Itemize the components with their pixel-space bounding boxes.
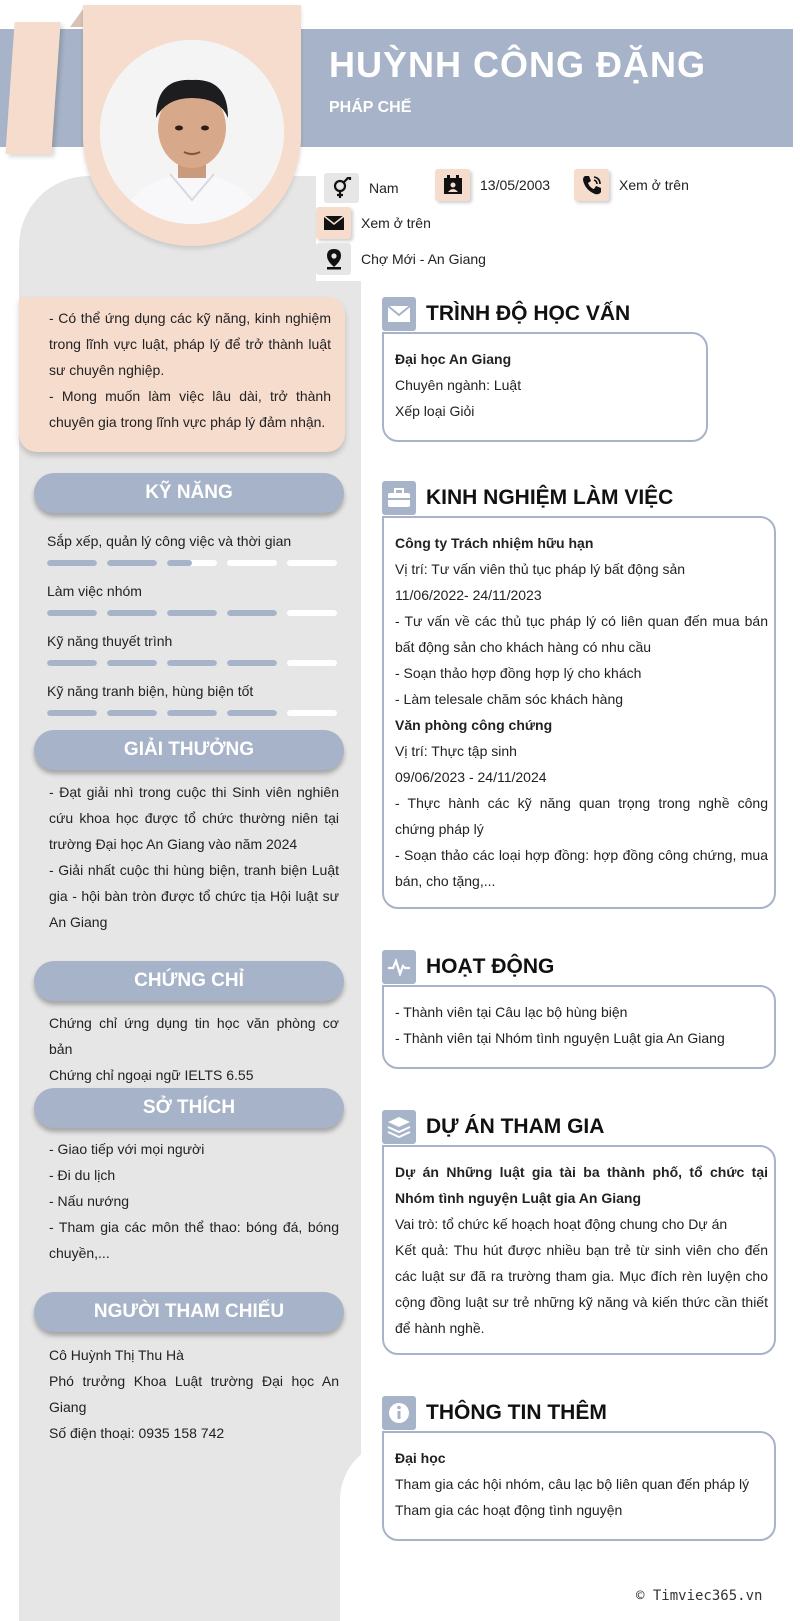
contact-section xyxy=(316,167,793,281)
skill-level-segment xyxy=(47,660,97,666)
job-company: Văn phòng công chứng xyxy=(395,717,553,733)
avatar xyxy=(97,37,287,227)
additional-heading: Đại học xyxy=(395,1450,446,1466)
hobby-line: - Nấu nướng xyxy=(49,1193,130,1209)
calendar-icon xyxy=(435,169,470,201)
skill-level-bar xyxy=(47,610,339,616)
education-grade: Xếp loại Giỏi xyxy=(395,403,475,419)
objective-line: - Mong muốn làm việc lâu dài, trở thành chuyên gia trong lĩnh vực pháp lý đảm nhận. xyxy=(49,388,331,430)
hobbies-text xyxy=(49,1136,339,1266)
skill-name: Sắp xếp, quản lý công việc và thời gian xyxy=(47,533,292,549)
info-icon xyxy=(382,1396,416,1430)
skill-item xyxy=(47,632,339,666)
hobby-line: - Tham gia các môn thể thao: bóng đá, bóng chuyền,... xyxy=(49,1219,339,1261)
activities-title: HOẠT ĐỘNG xyxy=(426,955,555,978)
skill-level-segment xyxy=(227,560,277,566)
pulse-icon xyxy=(382,950,416,984)
reference-position: Phó trưởng Khoa Luật trường Đại học An Giang xyxy=(49,1373,339,1415)
skill-level-segment xyxy=(287,660,337,666)
location-pin-icon xyxy=(316,243,351,275)
projects-title: DỰ ÁN THAM GIA xyxy=(426,1115,605,1138)
skill-level-segment xyxy=(47,610,97,616)
job-position: Vị trí: Thực tập sinh xyxy=(395,743,517,759)
skill-name: Kỹ năng tranh biện, hùng biện tốt xyxy=(47,683,254,699)
skill-level-segment xyxy=(107,710,157,716)
additional-line: Tham gia các hội nhóm, câu lạc bộ liên quan đến pháp lý xyxy=(395,1476,750,1492)
activities-header xyxy=(382,950,554,984)
job-company: Công ty Trách nhiệm hữu hạn xyxy=(395,535,594,551)
experience-header xyxy=(382,481,673,515)
education-school: Đại học An Giang xyxy=(395,351,512,367)
skills-heading: KỸ NĂNG xyxy=(34,473,344,513)
skill-level-segment xyxy=(227,610,277,616)
education-major: Chuyên ngành: Luật xyxy=(395,377,522,393)
skill-level-bar xyxy=(47,560,339,566)
references-text xyxy=(49,1342,339,1446)
skill-level-segment xyxy=(167,710,217,716)
projects-header xyxy=(382,1110,604,1144)
skill-item xyxy=(47,582,339,616)
skill-level-segment xyxy=(47,710,97,716)
job-detail: - Tư vấn về các thủ tục pháp lý có liên quan đến mua bán bất động sản cho khách hàng có nhu cầu xyxy=(395,613,768,655)
certificates-text xyxy=(49,1010,339,1088)
hobby-line: - Đi du lịch xyxy=(49,1167,116,1183)
skill-level-segment xyxy=(287,610,337,616)
skill-level-segment xyxy=(47,560,97,566)
awards-heading: GIẢI THƯỞNG xyxy=(34,730,344,770)
additional-box xyxy=(382,1431,776,1541)
email-value: Xem ở trên xyxy=(361,215,431,231)
mail-icon xyxy=(316,207,351,239)
education-title: TRÌNH ĐỘ HỌC VẤN xyxy=(426,302,631,325)
activity-line: - Thành viên tại Nhóm tình nguyện Luật gia An Giang xyxy=(395,1030,725,1046)
skill-level-segment xyxy=(167,560,217,566)
avatar-illustration xyxy=(100,40,284,224)
footer-watermark: © Timviec365.vn xyxy=(636,1588,763,1604)
reference-name: Cô Huỳnh Thị Thu Hà xyxy=(49,1347,184,1363)
job-detail: - Thực hành các kỹ năng quan trọng trong nghề công chứng pháp lý xyxy=(395,795,768,837)
hobby-line: - Giao tiếp với mọi người xyxy=(49,1141,205,1157)
skill-level-segment xyxy=(227,660,277,666)
contact-dob xyxy=(435,169,550,201)
skill-item xyxy=(47,532,339,566)
gender-icon xyxy=(324,173,359,203)
hobbies-heading: SỞ THÍCH xyxy=(34,1088,344,1128)
contact-address xyxy=(316,243,486,275)
experience-box xyxy=(382,516,776,909)
skill-level-segment xyxy=(287,560,337,566)
candidate-name: HUỲNH CÔNG ĐẶNG xyxy=(329,44,707,85)
job-detail: - Soạn thảo hợp đồng hợp lý cho khách xyxy=(395,665,642,681)
project-role: Vai trò: tổ chức kế hoạch hoạt động chung cho Dự án xyxy=(395,1216,728,1232)
contact-gender xyxy=(324,173,399,203)
certificate-line: Chứng chỉ ngoại ngữ IELTS 6.55 xyxy=(49,1067,254,1083)
reference-phone: Số điện thoại: 0935 158 742 xyxy=(49,1425,225,1441)
address-value: Chợ Mới - An Giang xyxy=(361,251,486,267)
skill-level-segment xyxy=(227,710,277,716)
contact-phone xyxy=(574,169,689,201)
layers-icon xyxy=(382,1110,416,1144)
skill-level-segment xyxy=(167,660,217,666)
phone-value: Xem ở trên xyxy=(619,177,689,193)
education-box xyxy=(382,332,708,442)
job-detail: - Làm telesale chăm sóc khách hàng xyxy=(395,691,624,707)
skill-name: Làm việc nhóm xyxy=(47,583,142,599)
skill-level-segment xyxy=(107,660,157,666)
skill-level-bar xyxy=(47,710,339,716)
decorative-ribbon xyxy=(5,22,60,154)
skill-item xyxy=(47,682,339,716)
skill-name: Kỹ năng thuyết trình xyxy=(47,633,173,649)
objective-line: - Có thể ứng dụng các kỹ năng, kinh nghiệm trong lĩnh vực luật, pháp lý để trở thành luật sư chuyên nghiệp. xyxy=(49,310,331,378)
job-period: 11/06/2022- 24/11/2023 xyxy=(395,587,542,603)
skill-level-segment xyxy=(167,610,217,616)
contact-email xyxy=(316,207,431,239)
award-line: - Đạt giải nhì trong cuộc thi Sinh viên nghiên cứu khoa học được tổ chức thường niên tại trường Đại học An Giang vào năm 2024 xyxy=(49,784,339,852)
projects-box xyxy=(382,1145,776,1355)
activity-line: - Thành viên tại Câu lạc bộ hùng biện xyxy=(395,1004,628,1020)
skill-level-segment xyxy=(107,610,157,616)
gender-value: Nam xyxy=(369,180,399,196)
job-title: PHÁP CHẾ xyxy=(329,99,412,116)
skill-level-segment xyxy=(107,560,157,566)
additional-header xyxy=(382,1396,607,1430)
additional-line: Tham gia các hoạt động tình nguyện xyxy=(395,1502,623,1518)
job-detail: - Soạn thảo các loại hợp đồng: hợp đồng công chứng, mua bán, cho tặng,... xyxy=(395,847,768,889)
skill-level-segment xyxy=(287,710,337,716)
education-header xyxy=(382,297,630,331)
awards-text xyxy=(49,779,339,935)
job-period: 09/06/2023 - 24/11/2024 xyxy=(395,769,547,785)
additional-title: THÔNG TIN THÊM xyxy=(426,1401,607,1424)
certificate-line: Chứng chỉ ứng dụng tin học văn phòng cơ bản xyxy=(49,1015,339,1057)
project-name: Dự án Những luật gia tài ba thành phố, tổ chức tại Nhóm tình nguyện Luật gia An Giang xyxy=(395,1164,768,1206)
briefcase-icon xyxy=(382,481,416,515)
dob-value: 13/05/2003 xyxy=(480,177,551,193)
job-position: Vị trí: Tư vấn viên thủ tục pháp lý bất động sản xyxy=(395,561,686,577)
certificates-heading: CHỨNG CHỈ xyxy=(34,961,344,1001)
career-objective xyxy=(19,297,345,452)
experience-title: KINH NGHIỆM LÀM VIỆC xyxy=(426,486,674,509)
phone-icon xyxy=(574,169,609,201)
skill-level-bar xyxy=(47,660,339,666)
project-result: Kết quả: Thu hút được nhiều bạn trẻ từ sinh viên cho đến các luật sư đã ra trường tham gia. Mục đích rèn luyện cho cộng đồng luật sư trẻ những kỹ năng và kiến thức cần thiết để hành nghề. xyxy=(395,1242,768,1336)
references-heading: NGƯỜI THAM CHIẾU xyxy=(34,1292,344,1332)
award-line: - Giải nhất cuộc thi hùng biện, tranh biện Luật gia - hội bàn tròn được tổ chức tịa Hội luật sư An Giang xyxy=(49,862,339,930)
envelope-icon xyxy=(382,297,416,331)
activities-box xyxy=(382,985,776,1069)
